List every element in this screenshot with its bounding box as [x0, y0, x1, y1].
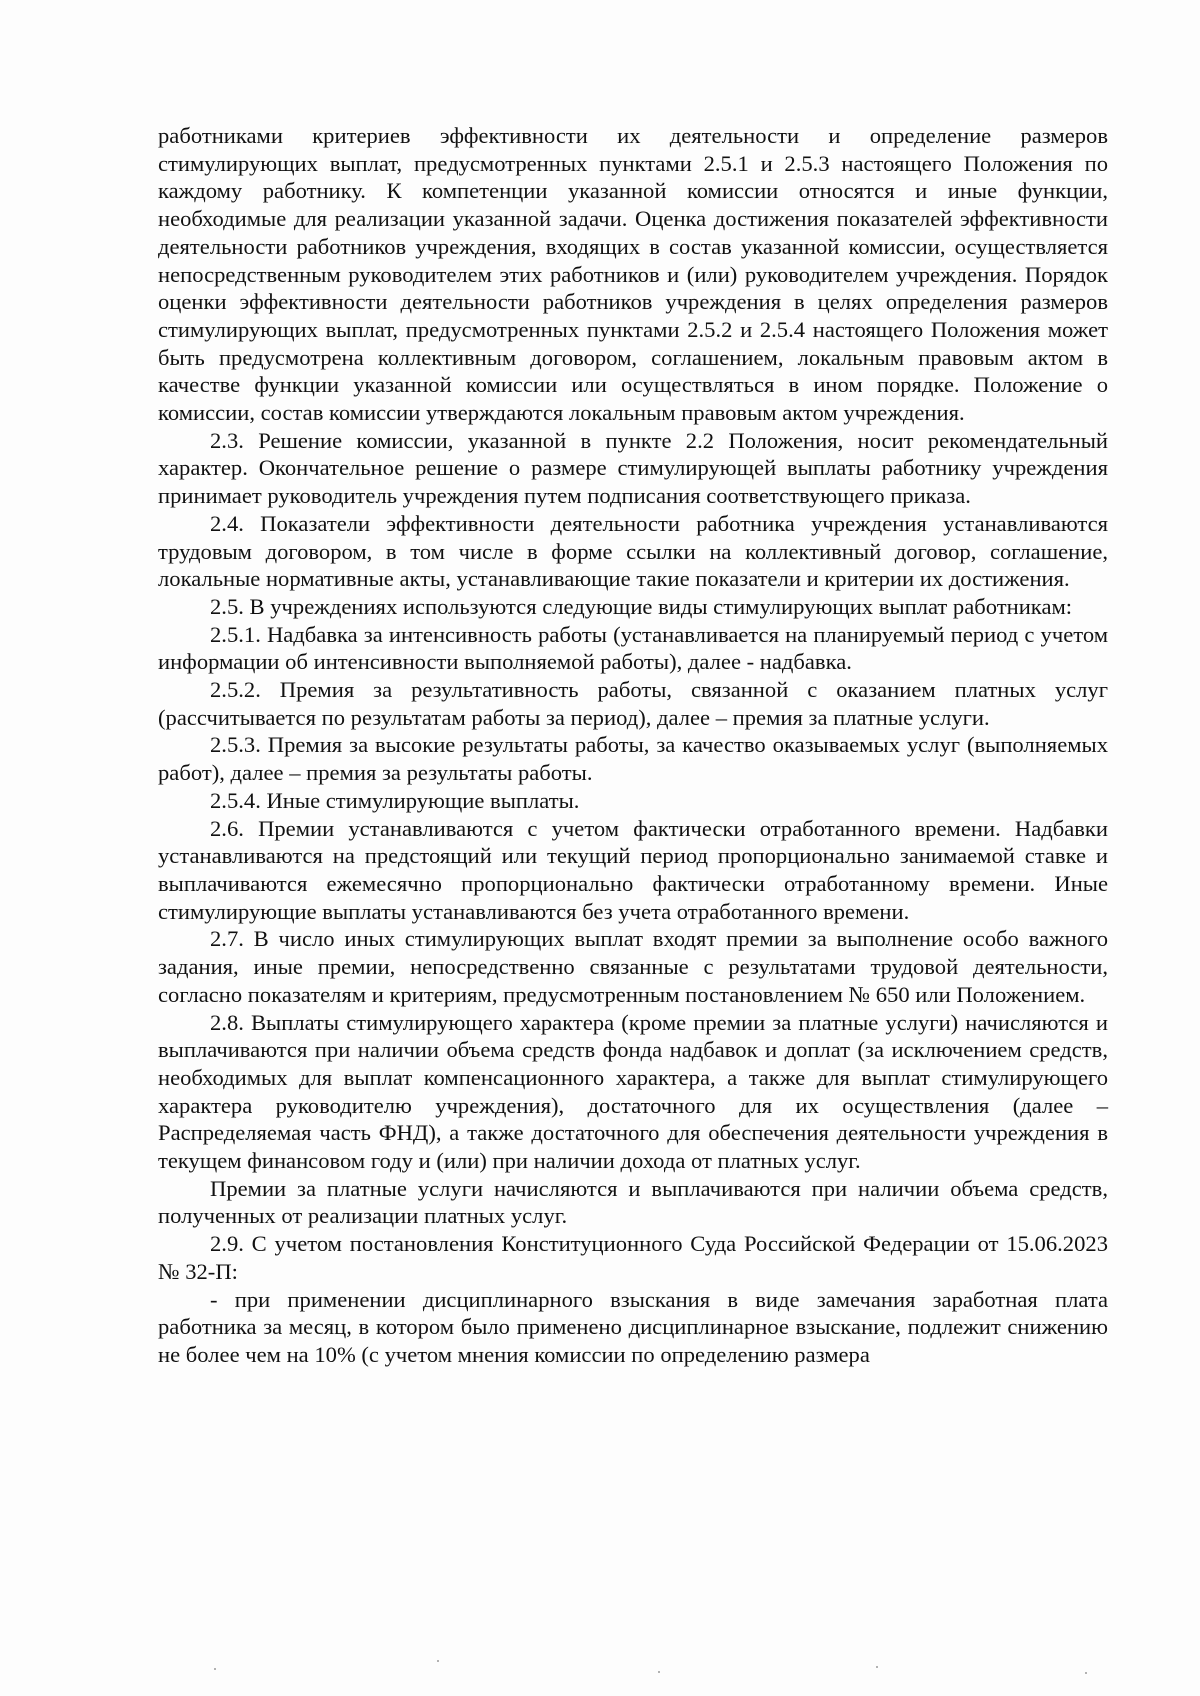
paragraph-2-9: 2.9. С учетом постановления Конституционного Суда Российской Федерации от 15.06.2023 № 32-П: [158, 1231, 1108, 1284]
paragraph-2-5-3: 2.5.3. Премия за высокие результаты работы, за качество оказываемых услуг (выполняемых работ), далее – премия за результаты работы. [158, 732, 1108, 786]
paragraph-2-4: 2.4. Показатели эффективности деятельности работника учреждения устанавливаются трудовым договором, в том числе в форме ссылки на коллективный договор, соглашение, локальные нормативные акты, устанавливающие такие показатели и критерии их достижения. [158, 510, 1108, 592]
paragraph-paid-services-bonus: Премии за платные услуги начисляются и выплачиваются при наличии объема средств, полученных от реализации платных услуг. [158, 1175, 1108, 1229]
paragraph-2-7: 2.7. В число иных стимулирующих выплат входят премии за выполнение особо важного задания, иные премии, непосредственно связанные с результатами трудовой деятельности, согласно показателям и критериям, предусмотренным постановлением № 650 или Положением. [158, 926, 1108, 1007]
paragraph-2-5-4: 2.5.4. Иные стимулирующие выплаты. [210, 787, 580, 813]
paragraph-continuation: работниками критериев эффективности их деятельности и определение размеров стимулирующих выплат, предусмотренных пунктами 2.5.1 и 2.5.3 настоящего Положения по каждому работнику. К компетенции указанной комиссии относятся и иные функции, необходимые для реализации указанной задачи. Оценка достижения показателей эффективности деятельности работников учреждения, входящих в состав указанной комиссии, осуществляется непосредственным руководителем этих работников и (или) руководителем учреждения. Порядок оценки эффективности деятельности работников учреждения в целях определения размеров стимулирующих выплат, предусмотренных пунктами 2.5.2 и 2.5.4 настоящего Положения может быть предусмотрена коллективным договором, соглашением, локальным правовым актом в качестве функции указанной комиссии или осуществляться в ином порядке. Положение о комиссии, состав комиссии утверждаются локальным правовым актом учреждения. [158, 123, 1108, 426]
paragraph-2-3: 2.3. Решение комиссии, указанной в пункте 2.2 Положения, носит рекомендательный характер. Окончательное решение о размере стимулирующей выплаты работнику учреждения принимает руководитель учреждения путем подписания соответствующего приказа. [158, 427, 1108, 509]
paragraph-disciplinary-reduction: - при применении дисциплинарного взыскания в виде замечания заработная плата работника за месяц, в котором было применено дисциплинарное взыскание, подлежит снижению не более чем на 10% (с учетом мнения комиссии по определению размера [158, 1286, 1108, 1367]
document-body [158, 122, 1108, 1369]
paragraph-2-5-1: 2.5.1. Надбавка за интенсивность работы (устанавливается на планируемый период с учетом информации об интенсивности выполняемой работы), далее - надбавка. [158, 621, 1108, 675]
paragraph-2-5: 2.5. В учреждениях используются следующие виды стимулирующих выплат работникам: [210, 593, 1073, 619]
paragraph-2-8: 2.8. Выплаты стимулирующего характера (кроме премии за платные услуги) начисляются и выплачиваются при наличии объема средств фонда надбавок и доплат (за исключением средств, необходимых для выплат компенсационного характера, а также для выплат стимулирующего характера руководителю учреждения), достаточного для их осуществления (далее – Распределяемая часть ФНД), а также достаточного для обеспечения деятельности учреждения в текущем финансовом году и (или) при наличии дохода от платных услуг. [158, 1009, 1108, 1174]
paragraph-2-6: 2.6. Премии устанавливаются с учетом фактически отработанного времени. Надбавки устанавливаются на предстоящий или текущий период пропорционально занимаемой ставке и выплачиваются ежемесячно пропорционально фактически отработанному времени. Иные стимулирующие выплаты устанавливаются без учета отработанного времени. [158, 815, 1108, 924]
paragraph-2-5-2: 2.5.2. Премия за результативность работы, связанной с оказанием платных услуг (рассчитывается по результатам работы за период), далее – премия за платные услуги. [158, 677, 1108, 730]
